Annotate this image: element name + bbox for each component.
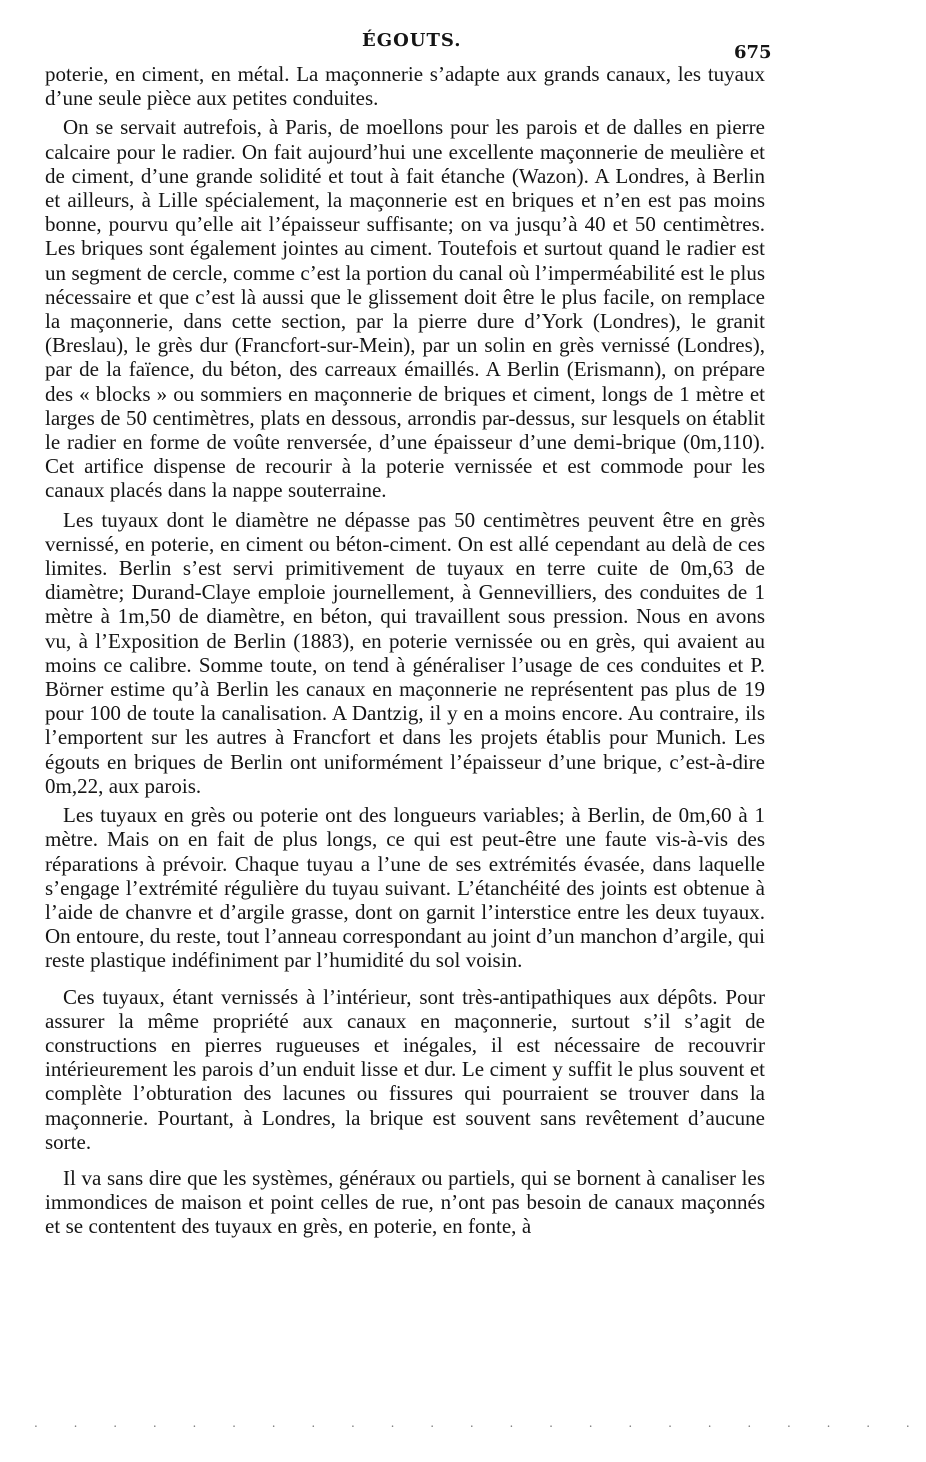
paragraph: Les tuyaux en grès ou poterie ont des longueurs variables; à Berlin, de 0m,60 à 1 mètre. Mais on en fait de plus longs, ce qui est peut-être une faute vis-à-vis des réparations à prévoir. Chaque tuyau a l’une de ses extrémités évasée, dans laquelle s’engage l’extrémité régulière du tuyau suivant. L’étanchéité des joints est obtenue à l’aide de chanvre et d’argile grasse, dont on garnit l’interstice entre les deux tuyaux. On entoure, du reste, tout l’anneau correspondant au joint d’un manchon d’argile, qui reste plastique indéfiniment par l’humidité du sol voisin. <box>45 803 765 973</box>
paragraph: Les tuyaux dont le diamètre ne dépasse pas 50 centimètres peuvent être en grès vernissé, en poterie, en ciment ou béton-ciment. On est allé cependant au delà de ces limites. Berlin s’est servi primitivement de tuyaux en terre cuite de 0m,63 de diamètre; Durand-Claye emploie journellement, à Gennevilliers, des conduites de 1 mètre à 1m,50 de diamètre, en béton, qui travaillent sous pression. Nous en avons vu, à l’Exposition de Berlin (1883), en poterie vernissée ou en grès, qui avaient au moins ce calibre. Somme toute, on tend à généraliser l’usage de ces conduites et P. Börner estime qu’à Berlin les canaux en maçonnerie ne représentent pas plus de 19 pour 100 de toute la canalisation. A Dantzig, il y en a moins encore. Au contraire, ils l’emportent sur les autres à Francfort et dans les projets établis pour Munich. Les égouts en briques de Berlin ont uniformément l’épaisseur d’une brique, c’est-à-dire 0m,22, aux parois. <box>45 507 765 798</box>
page-body <box>45 62 765 1244</box>
bleed-through-marks: . . . . . . . . . . . . . . . . . . . . . . . <box>34 1416 926 1430</box>
paragraph: On se servait autrefois, à Paris, de moellons pour les parois et de dalles en pierre calcaire pour le radier. On fait aujourd’hui une excellente maçonnerie de meulière et de ciment, d’une grande solidité et tout à fait étanche (Wazon). A Londres, à Berlin et ailleurs, à Lille spécialement, la maçonnerie est en briques et n’en est pas moins bonne, pourvu qu’elle ait l’épaisseur suffisante; on va jusqu’à 40 et 50 centimètres. Les briques sont également jointes au ciment. Toutefois et surtout quand le radier est un segment de cercle, comme c’est la portion du canal où l’imperméabilité est le plus nécessaire et que c’est là aussi que le glissement doit être le plus facile, on remplace la maçonnerie, dans cette section, par la pierre dure d’York (Londres), le granit (Breslau), le grès dur (Francfort-sur-Mein), par un solin en grès vernissé (Londres), par de la faïence, du béton, des carreaux émaillés. A Berlin (Erismann), on prépare des « blocks » ou sommiers en maçonnerie de briques et ciment, longs de 1 mètre et larges de 50 centimètres, plats en dessous, arrondis par-dessus, sur lesquels on établit le radier en forme de voûte renversée, d’une épaisseur d’une demi-brique (0m,110). Cet artifice dispense de recourir à la poterie vernissée et est commode pour les canaux placés dans la nappe souterraine. <box>45 115 765 503</box>
paragraph: Ces tuyaux, étant vernissés à l’intérieur, sont très-antipathiques aux dépôts. Pour assurer la même propriété aux canaux en maçonnerie, surtout s’il s’agit de constructions en pierres rugueuses et inégales, il est nécessaire de recouvrir intérieurement les parois d’un enduit lisse et dur. Le ciment y suffit le plus souvent et complète l’obturation des lacunes ou fissures qui pourraient se trouver dans la maçonnerie. Pourtant, à Londres, la brique est souvent sans revêtement d’aucune sorte. <box>45 984 765 1154</box>
page-number: 675 <box>734 42 772 63</box>
paragraph: Il va sans dire que les systèmes, généraux ou partiels, qui se bornent à canaliser les immondices de maison et point celles de rue, n’ont pas besoin de canaux maçonnés et se contentent des tuyaux en grès, en poterie, en fonte, à <box>45 1165 765 1239</box>
paragraph: poterie, en ciment, en métal. La maçonnerie s’adapte aux grands canaux, les tuyaux d’une seule pièce aux petites conduites. <box>45 62 765 111</box>
running-title: ÉGOUTS. <box>362 30 462 51</box>
